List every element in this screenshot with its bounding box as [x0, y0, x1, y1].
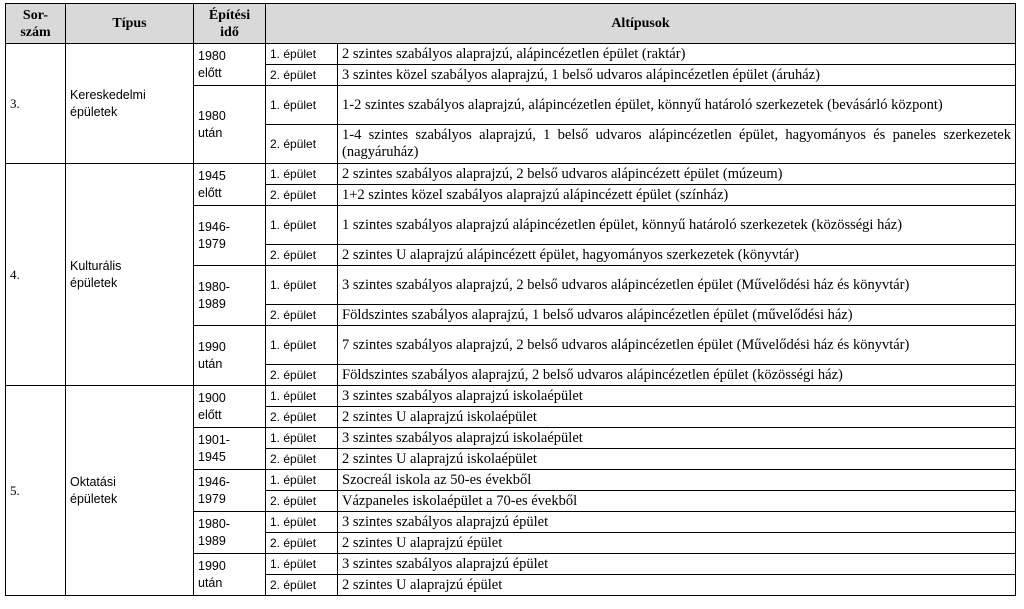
epulet-cell: 1. épület	[266, 206, 338, 245]
epulet-cell: 1. épület	[266, 428, 338, 449]
table-header	[6, 4, 1016, 44]
altipus-leiras-cell: 1 szintes szabályos alaprajzú alápincézetlen épület, könnyű határoló szerkezetek (közösségi ház)	[338, 206, 1016, 245]
altipus-leiras-cell: 2 szintes U alaprajzú iskolaépület	[338, 407, 1016, 428]
altipus-leiras-cell: 3 szintes szabályos alaprajzú, 2 belső udvaros alápincézetlen épület (Művelődési ház és könyvtár)	[338, 266, 1016, 305]
tipus-cell: Kereskedelmi épületek	[66, 44, 194, 164]
header-tipus: Típus	[66, 4, 194, 44]
altipus-leiras-cell: 2 szintes U alaprajzú iskolaépület	[338, 449, 1016, 470]
altipus-leiras-cell: 2 szintes U alaprajzú épület	[338, 533, 1016, 554]
header-sorszam: Sor- szám	[6, 4, 66, 44]
altipus-leiras-cell: Vázpaneles iskolaépület a 70-es évekből	[338, 491, 1016, 512]
altipus-leiras-cell: 2 szintes szabályos alaprajzú, 2 belső udvaros alápincézett épület (múzeum)	[338, 164, 1016, 185]
altipus-leiras-cell: Földszintes szabályos alaprajzú, 2 belső udvaros alápincézetlen épület (közösségi ház)	[338, 365, 1016, 386]
altipus-leiras-cell: Földszintes szabályos alaprajzú, 1 belső udvaros alápincézetlen épület (művelődési ház)	[338, 305, 1016, 326]
epitesi-ido-cell: 1946- 1979	[194, 470, 266, 512]
epulet-cell: 2. épület	[266, 491, 338, 512]
tipus-cell: Oktatási épületek	[66, 386, 194, 596]
epulet-cell: 2. épület	[266, 65, 338, 86]
altipus-leiras-cell: 2 szintes U alaprajzú épület	[338, 575, 1016, 596]
epitesi-ido-cell: 1980- 1989	[194, 266, 266, 326]
sorszam-cell: 5.	[6, 386, 66, 596]
epulet-cell: 1. épület	[266, 326, 338, 365]
epulet-cell: 2. épület	[266, 449, 338, 470]
header-ido: Építési idő	[194, 4, 266, 44]
altipus-leiras-cell: 3 szintes szabályos alaprajzú épület	[338, 512, 1016, 533]
altipus-leiras-cell: 7 szintes szabályos alaprajzú, 2 belső udvaros alápincézetlen épület (Művelődési ház és könyvtár)	[338, 326, 1016, 365]
epitesi-ido-cell: 1901- 1945	[194, 428, 266, 470]
tipus-cell: Kulturális épületek	[66, 164, 194, 386]
epulet-cell: 1. épület	[266, 470, 338, 491]
epitesi-ido-cell: 1980 előtt	[194, 44, 266, 86]
sorszam-cell: 4.	[6, 164, 66, 386]
altipus-leiras-cell: 3 szintes szabályos alaprajzú épület	[338, 554, 1016, 575]
epulet-cell: 2. épület	[266, 185, 338, 206]
epulet-cell: 1. épület	[266, 86, 338, 125]
table-row	[6, 44, 1016, 65]
altipus-leiras-cell: 2 szintes szabályos alaprajzú, alápincézetlen épület (raktár)	[338, 44, 1016, 65]
epulet-cell: 2. épület	[266, 575, 338, 596]
altipus-leiras-cell: 1+2 szintes közel szabályos alaprajzú alápincézett épület (színház)	[338, 185, 1016, 206]
epulet-cell: 1. épület	[266, 164, 338, 185]
altipus-leiras-cell: Szocreál iskola az 50-es évekből	[338, 470, 1016, 491]
epulet-cell: 1. épület	[266, 512, 338, 533]
altipus-leiras-cell: 3 szintes szabályos alaprajzú iskolaépület	[338, 386, 1016, 407]
epulet-cell: 2. épület	[266, 305, 338, 326]
table-row	[6, 164, 1016, 185]
table-body	[6, 44, 1016, 596]
epitesi-ido-cell: 1980 után	[194, 86, 266, 164]
epulet-cell: 1. épület	[266, 266, 338, 305]
epulet-cell: 1. épület	[266, 554, 338, 575]
epitesi-ido-cell: 1980- 1989	[194, 512, 266, 554]
altipus-leiras-cell: 3 szintes közel szabályos alaprajzú, 1 belső udvaros alápincézetlen épület (áruház)	[338, 65, 1016, 86]
epitesi-ido-cell: 1990 után	[194, 326, 266, 386]
epulet-cell: 1. épület	[266, 386, 338, 407]
epitesi-ido-cell: 1990 után	[194, 554, 266, 596]
epitesi-ido-cell: 1946- 1979	[194, 206, 266, 266]
altipus-leiras-cell: 2 szintes U alaprajzú alápincézett épület, hagyományos szerkezetek (könyvtár)	[338, 245, 1016, 266]
epulet-cell: 1. épület	[266, 44, 338, 65]
altipus-leiras-cell: 1-4 szintes szabályos alaprajzú, 1 belső udvaros alápincézetlen épület, hagyományos és paneles szerkezetek (nagyáruház)	[338, 125, 1016, 164]
epulet-cell: 2. épület	[266, 533, 338, 554]
epitesi-ido-cell: 1945 előtt	[194, 164, 266, 206]
epulet-cell: 2. épület	[266, 245, 338, 266]
altipus-leiras-cell: 1-2 szintes szabályos alaprajzú, alápincézetlen épület, könnyű határoló szerkezetek (bevásárló központ)	[338, 86, 1016, 125]
epulet-cell: 2. épület	[266, 365, 338, 386]
building-types-table	[5, 3, 1016, 596]
altipus-leiras-cell: 3 szintes szabályos alaprajzú iskolaépület	[338, 428, 1016, 449]
epulet-cell: 2. épület	[266, 407, 338, 428]
header-altipusok: Altípusok	[266, 4, 1016, 44]
table-row	[6, 386, 1016, 407]
sorszam-cell: 3.	[6, 44, 66, 164]
epulet-cell: 2. épület	[266, 125, 338, 164]
epitesi-ido-cell: 1900 előtt	[194, 386, 266, 428]
